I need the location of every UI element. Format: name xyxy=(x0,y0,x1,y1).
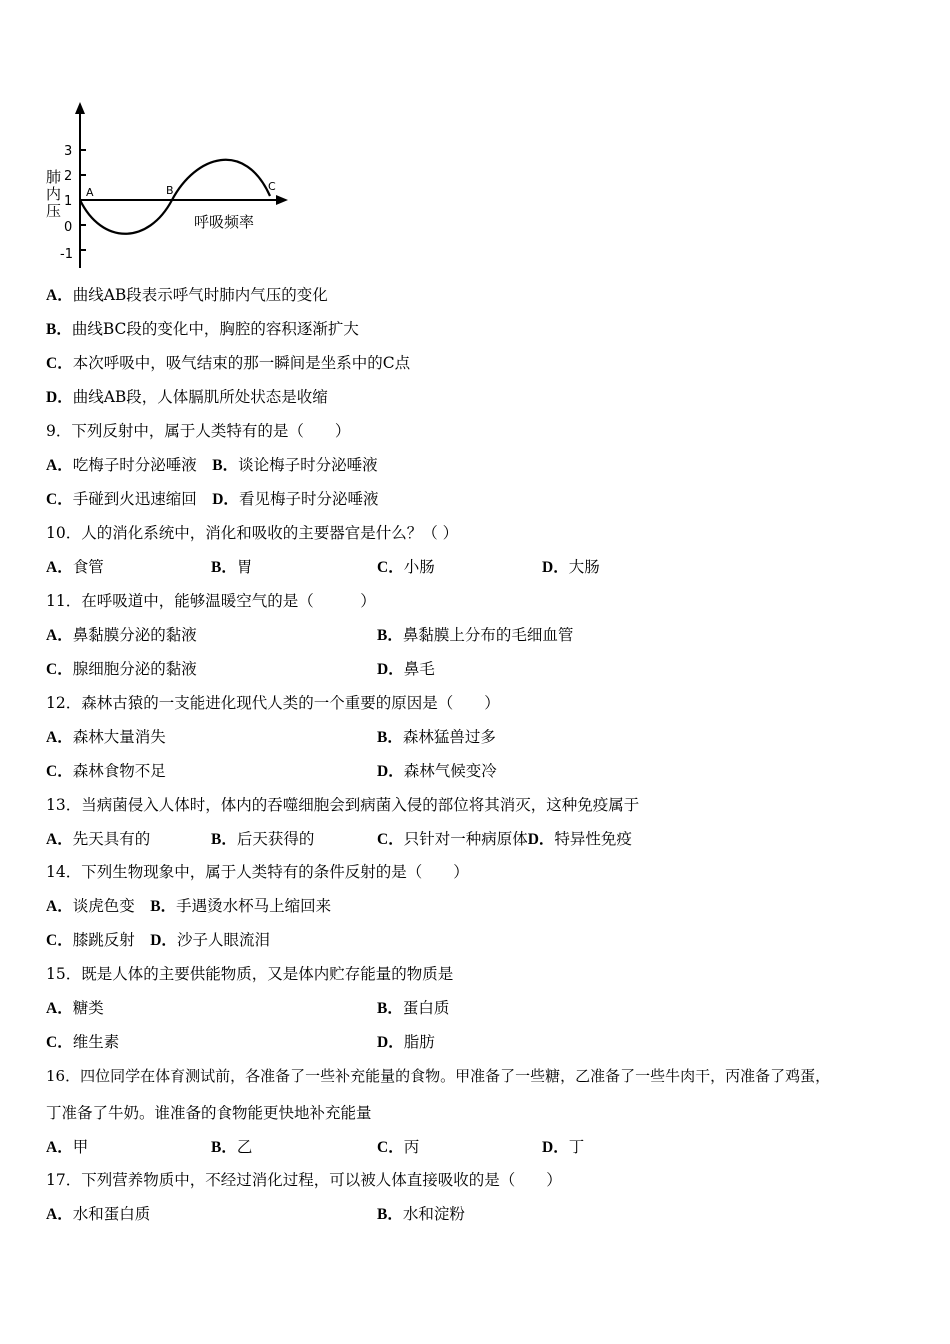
option-text: 曲线AB段，人体膈肌所处状态是收缩 xyxy=(72,388,328,406)
option-cell xyxy=(46,727,166,748)
option-cell xyxy=(46,1032,119,1053)
option-cell xyxy=(46,625,197,646)
q14-options-cd xyxy=(46,930,270,951)
option-cell xyxy=(211,1137,252,1158)
option-cell xyxy=(542,557,600,578)
option-cell xyxy=(211,557,252,578)
point-a-label: A xyxy=(86,186,94,199)
option-letter: B． xyxy=(211,559,237,576)
y-label-2: 内 xyxy=(46,185,62,203)
option-text: 森林气候变冷 xyxy=(403,762,497,780)
y-tick-0: 0 xyxy=(64,220,73,235)
option-letter: C． xyxy=(377,1139,404,1156)
option-cell xyxy=(377,761,497,782)
option-letter: A． xyxy=(46,627,73,644)
option-text: 曲线BC段的变化中，胸腔的容积逐渐扩大 xyxy=(71,320,359,338)
q17-stem: 17．下列营养物质中，不经过消化过程，可以被人体直接吸收的是（ ） xyxy=(46,1171,562,1189)
option-letter: A． xyxy=(46,898,73,915)
option-text: 森林大量消失 xyxy=(72,728,166,746)
option-text: 水和淀粉 xyxy=(402,1205,465,1223)
option-text: 膝跳反射 xyxy=(72,931,135,949)
q16-options xyxy=(46,1137,906,1157)
option-text: 先天具有的 xyxy=(72,830,151,848)
point-c-label: C xyxy=(268,180,276,193)
y-tick-3: 3 xyxy=(64,144,73,159)
option-text: 看见梅子时分泌唾液 xyxy=(238,490,379,508)
option-cell xyxy=(46,998,104,1019)
option-cell xyxy=(46,761,166,782)
option-text: 大肠 xyxy=(568,558,600,576)
option-text: 丙 xyxy=(403,1138,420,1156)
q12-options-cd xyxy=(46,761,906,781)
q8-option-a xyxy=(46,285,328,306)
option-letter: B． xyxy=(377,1206,403,1223)
option-text: 水和蛋白质 xyxy=(72,1205,151,1223)
option-letter: D． xyxy=(212,491,239,508)
q15-options-cd xyxy=(46,1032,906,1052)
option-letter: C． xyxy=(46,1034,73,1051)
option-cell xyxy=(46,1137,88,1158)
y-label-1: 肺 xyxy=(46,168,62,186)
option-cell xyxy=(377,659,435,680)
option-letter: B． xyxy=(377,729,403,746)
option-letter: D． xyxy=(542,1139,569,1156)
option-letter: A． xyxy=(46,1000,73,1017)
option-text: 食管 xyxy=(72,558,104,576)
q14-stem: 14．下列生物现象中，属于人类特有的条件反射的是（ ） xyxy=(46,863,469,881)
option-letter: A． xyxy=(46,287,73,304)
option-letter: A． xyxy=(46,1139,73,1156)
option-text: 小肠 xyxy=(403,558,435,576)
q15-options-ab xyxy=(46,998,906,1018)
option-letter: C． xyxy=(46,763,73,780)
option-text: 只针对一种病原体 xyxy=(403,830,528,848)
option-text: 手碰到火迅速缩回 xyxy=(72,490,197,508)
option-letter: A． xyxy=(46,831,73,848)
q8-option-d xyxy=(46,387,328,408)
option-cell xyxy=(377,625,573,646)
option-text: 沙子人眼流泪 xyxy=(176,931,270,949)
x-axis-arrow xyxy=(276,195,288,205)
q9-options-ab xyxy=(46,455,378,476)
option-letter: D． xyxy=(150,932,177,949)
y-tick-1: 1 xyxy=(64,194,73,209)
option-cell xyxy=(377,727,496,748)
option-text: 脂肪 xyxy=(403,1033,435,1051)
option-letter: D． xyxy=(377,1034,404,1051)
option-text: 乙 xyxy=(236,1138,253,1156)
option-letter: C． xyxy=(46,932,73,949)
option-text: 谈虎色变 xyxy=(72,897,135,915)
q13-options xyxy=(46,829,906,849)
q17-options-ab xyxy=(46,1204,906,1224)
option-text: 鼻黏膜分泌的黏液 xyxy=(72,626,197,644)
option-letter: D． xyxy=(542,559,569,576)
q11-options-ab xyxy=(46,625,906,645)
y-label-3: 压 xyxy=(46,202,62,220)
option-cell xyxy=(46,557,104,578)
lung-pressure-figure xyxy=(40,100,290,270)
option-text: 胃 xyxy=(236,558,253,576)
option-text: 鼻黏膜上分布的毛细血管 xyxy=(402,626,574,644)
q11-options-cd xyxy=(46,659,906,679)
q10-stem: 10．人的消化系统中，消化和吸收的主要器官是什么？（ ） xyxy=(46,524,459,542)
x-axis-label: 呼吸频率 xyxy=(194,213,255,231)
y-axis-arrow xyxy=(75,102,85,114)
option-cell xyxy=(377,998,449,1019)
option-letter: A． xyxy=(46,457,73,474)
q12-stem: 12．森林古猿的一支能进化现代人类的一个重要的原因是（ ） xyxy=(46,694,500,712)
option-letter: A． xyxy=(46,1206,73,1223)
option-text: 蛋白质 xyxy=(402,999,450,1017)
option-letter: B． xyxy=(377,1000,403,1017)
q16-stem-line2: 丁准备了牛奶。谁准备的食物能更快地补充能量 xyxy=(46,1104,372,1122)
option-text: 后天获得的 xyxy=(236,830,315,848)
option-letter: B． xyxy=(46,321,72,338)
option-letter: D． xyxy=(527,831,555,848)
option-text: 吃梅子时分泌唾液 xyxy=(72,456,197,474)
q14-options-ab xyxy=(46,896,331,917)
option-letter: B． xyxy=(211,1139,237,1156)
q9-options-cd xyxy=(46,489,378,510)
q15-stem: 15．既是人体的主要供能物质，又是体内贮存能量的物质是 xyxy=(46,965,454,983)
option-text: 森林食物不足 xyxy=(72,762,166,780)
option-letter: A． xyxy=(46,559,73,576)
option-letter: D． xyxy=(377,763,404,780)
option-text: 手遇烫水杯马上缩回来 xyxy=(176,897,332,915)
option-text: 维生素 xyxy=(72,1033,120,1051)
option-text: 腺细胞分泌的黏液 xyxy=(72,660,197,678)
option-letter: C． xyxy=(377,559,404,576)
option-cell xyxy=(542,1137,584,1158)
option-cell xyxy=(377,1137,419,1158)
option-text: 谈论梅子时分泌唾液 xyxy=(238,456,378,474)
option-cell xyxy=(377,557,435,578)
q8-option-c xyxy=(46,353,410,374)
option-cell xyxy=(46,659,197,680)
option-cell xyxy=(377,1204,465,1225)
q12-options-ab xyxy=(46,727,906,747)
option-letter: C． xyxy=(46,491,73,508)
option-letter: C． xyxy=(46,355,73,372)
option-letter: A． xyxy=(46,729,73,746)
q11-stem: 11．在呼吸道中，能够温暖空气的是（ ） xyxy=(46,592,376,610)
option-text: 本次呼吸中，吸气结束的那一瞬间是坐系中的C点 xyxy=(72,354,411,372)
point-b-label: B xyxy=(166,184,174,197)
option-cell xyxy=(377,829,632,850)
option-letter: B． xyxy=(212,457,239,474)
q16-stem-line1: 16．四位同学在体育测试前，各准备了一些补充能量的食物。甲准备了一些糖，乙准备了一些牛肉干，丙准备了鸡蛋， xyxy=(46,1067,831,1085)
option-letter: B． xyxy=(377,627,403,644)
option-text: 甲 xyxy=(72,1138,89,1156)
q13-stem: 13．当病菌侵入人体时，体内的吞噬细胞会到病菌入侵的部位将其消灭，这种免疫属于 xyxy=(46,796,640,814)
option-letter: B． xyxy=(211,831,237,848)
option-letter: D． xyxy=(46,389,73,406)
option-letter: D． xyxy=(377,661,404,678)
option-text: 糖类 xyxy=(72,999,104,1017)
option-cell xyxy=(377,1032,435,1053)
q9-stem: 9．下列反射中，属于人类特有的是（ ） xyxy=(46,422,351,440)
option-text: 特异性免疫 xyxy=(554,830,632,848)
y-tick-neg1: -1 xyxy=(60,247,73,262)
option-text: 丁 xyxy=(568,1138,585,1156)
option-cell xyxy=(46,1204,150,1225)
q8-option-b xyxy=(46,319,359,340)
option-text: 曲线AB段表示呼气时肺内气压的变化 xyxy=(72,286,328,304)
q10-options xyxy=(46,557,906,577)
y-tick-2: 2 xyxy=(64,169,73,184)
option-text: 森林猛兽过多 xyxy=(402,728,496,746)
option-letter: C． xyxy=(377,831,404,848)
option-letter: C． xyxy=(46,661,73,678)
option-text: 鼻毛 xyxy=(403,660,435,678)
option-letter: B． xyxy=(150,898,177,915)
option-cell xyxy=(46,829,150,850)
option-cell xyxy=(211,829,314,850)
